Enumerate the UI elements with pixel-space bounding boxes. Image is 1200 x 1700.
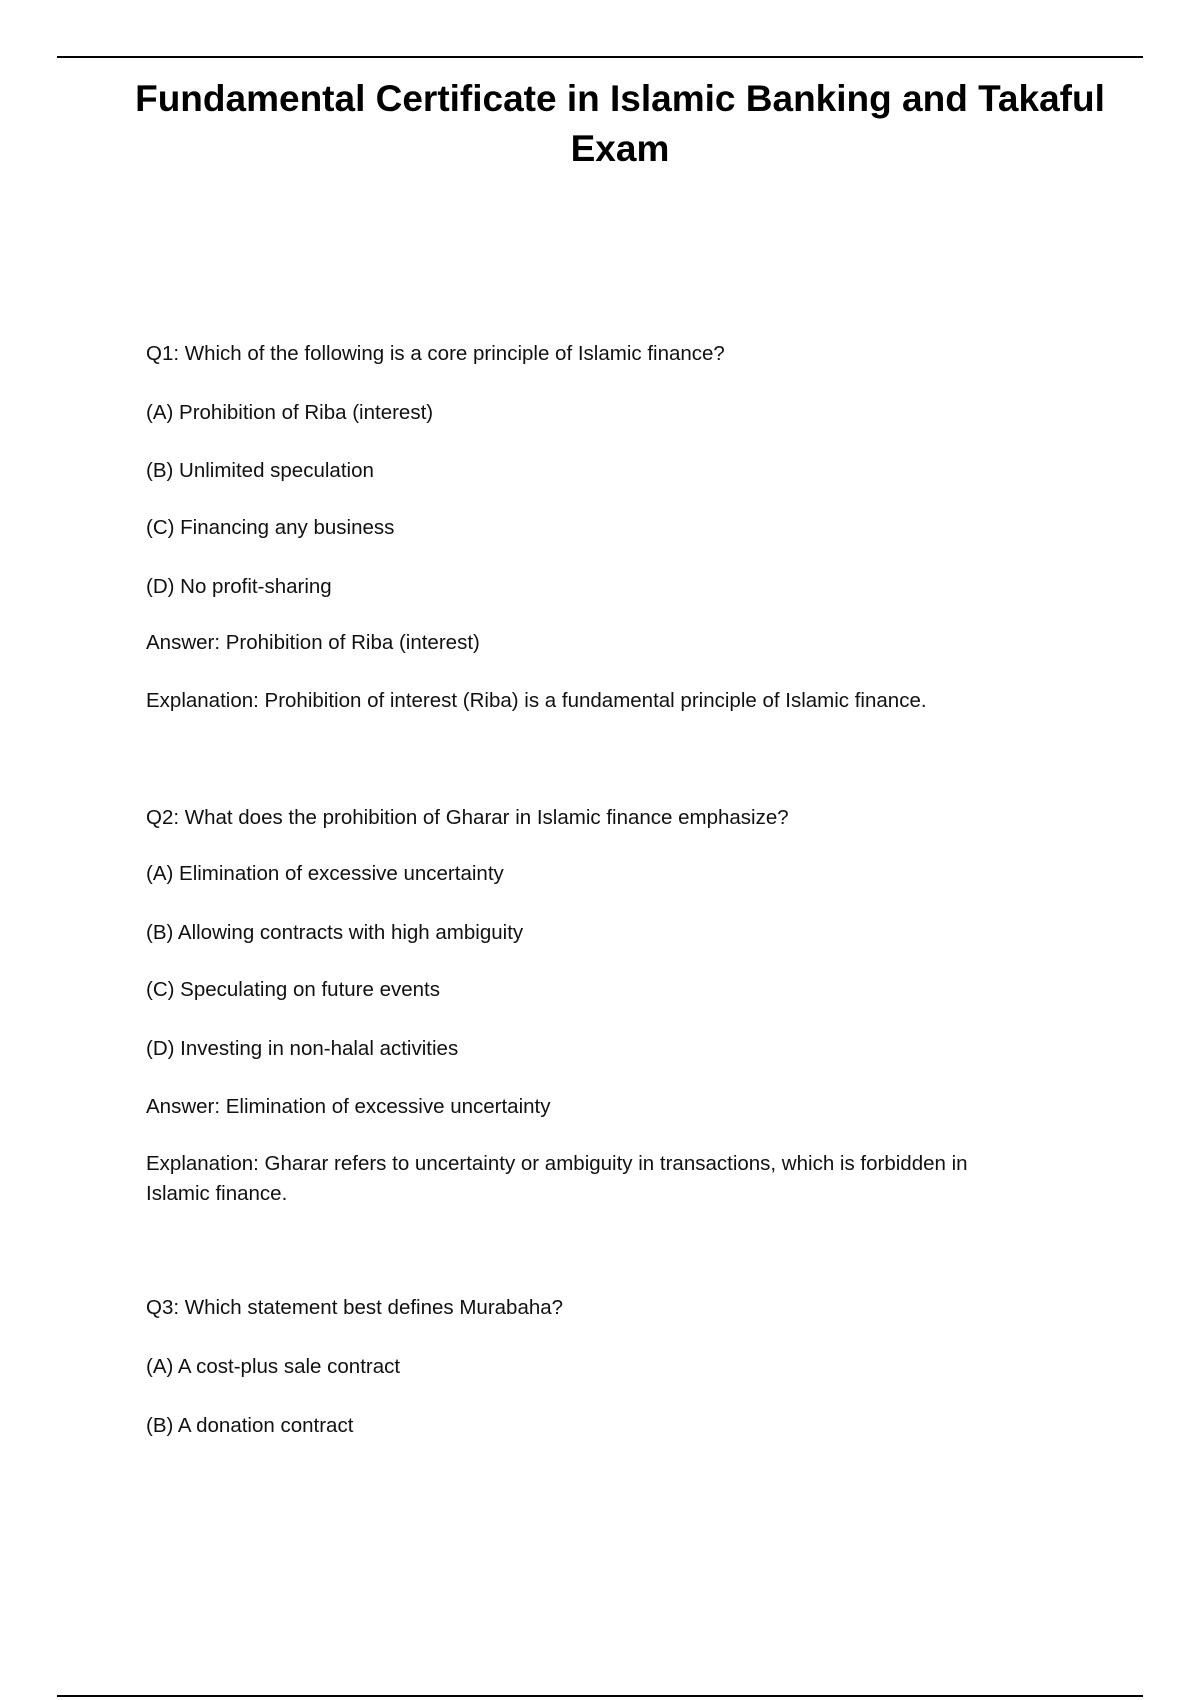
question-1-option-b: (B) Unlimited speculation bbox=[146, 459, 374, 482]
question-2-explanation-line-2: Islamic finance. bbox=[146, 1182, 288, 1205]
question-1-text: Q1: Which of the following is a core principle of Islamic finance? bbox=[146, 342, 725, 365]
question-2-option-d: (D) Investing in non-halal activities bbox=[146, 1037, 459, 1060]
question-2-answer: Answer: Elimination of excessive uncertainty bbox=[146, 1095, 551, 1118]
question-1-option-c: (C) Financing any business bbox=[146, 516, 395, 539]
question-1-answer: Answer: Prohibition of Riba (interest) bbox=[146, 631, 480, 654]
question-2-text: Q2: What does the prohibition of Gharar in Islamic finance emphasize? bbox=[146, 806, 789, 829]
question-1-option-a: (A) Prohibition of Riba (interest) bbox=[146, 401, 434, 424]
question-1-explanation: Explanation: Prohibition of interest (Riba) is a fundamental principle of Islamic finance. bbox=[146, 689, 927, 712]
question-2-option-c: (C) Speculating on future events bbox=[146, 978, 440, 1001]
top-rule bbox=[57, 56, 1143, 58]
page-title-line-2: Exam bbox=[570, 128, 670, 169]
page-title-line-1: Fundamental Certificate in Islamic Banking and Takaful bbox=[135, 78, 1105, 119]
page-title bbox=[60, 74, 1180, 174]
question-2-explanation-line-1: Explanation: Gharar refers to uncertainty or ambiguity in transactions, which is forbidden in bbox=[146, 1152, 968, 1175]
question-3-option-b: (B) A donation contract bbox=[146, 1414, 354, 1437]
question-3-text: Q3: Which statement best defines Murabaha? bbox=[146, 1296, 564, 1319]
bottom-rule bbox=[57, 1695, 1143, 1697]
question-2-option-b: (B) Allowing contracts with high ambiguity bbox=[146, 921, 524, 944]
question-1-option-d: (D) No profit-sharing bbox=[146, 575, 332, 598]
question-2-option-a: (A) Elimination of excessive uncertainty bbox=[146, 862, 504, 885]
question-3-option-a: (A) A cost-plus sale contract bbox=[146, 1355, 401, 1378]
